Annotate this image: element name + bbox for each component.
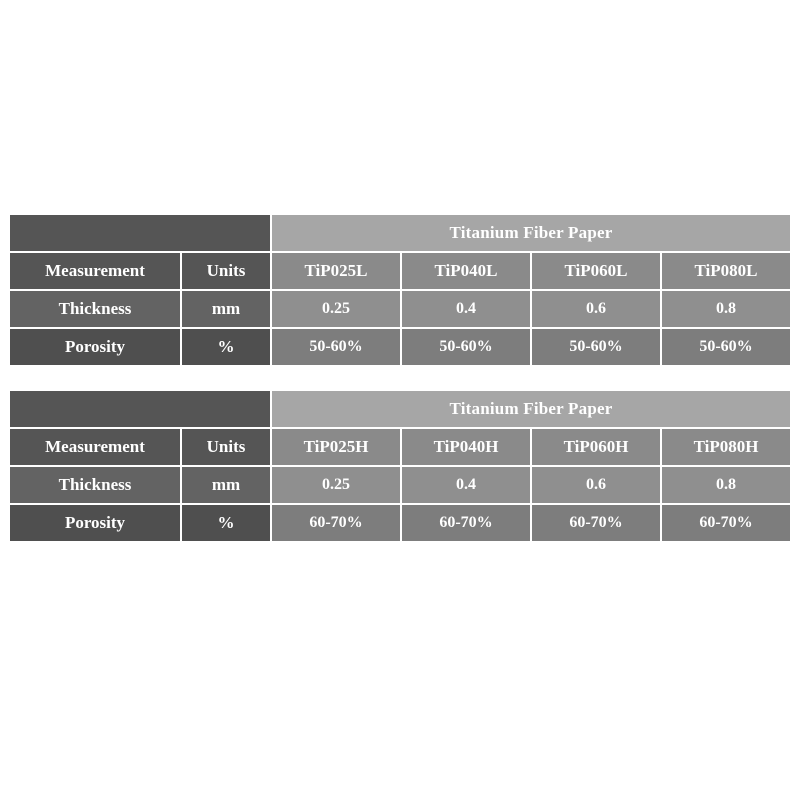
group-header-title: Titanium Fiber Paper (271, 390, 791, 428)
row-label-porosity: Porosity (9, 504, 181, 542)
row-units-thickness: mm (181, 290, 271, 328)
table-row (9, 328, 791, 366)
column-header-model-4: TiP080H (661, 428, 791, 466)
cell-thickness-4: 0.8 (661, 290, 791, 328)
row-label-porosity: Porosity (9, 328, 181, 366)
column-header-units: Units (181, 252, 271, 290)
cell-porosity-1: 50-60% (271, 328, 401, 366)
row-label-thickness: Thickness (9, 290, 181, 328)
table-row (9, 504, 791, 542)
cell-thickness-2: 0.4 (401, 290, 531, 328)
row-units-porosity: % (181, 328, 271, 366)
table-row (9, 466, 791, 504)
cell-porosity-2: 50-60% (401, 328, 531, 366)
table-row (9, 290, 791, 328)
table-row-group-header (9, 214, 791, 252)
cell-thickness-3: 0.6 (531, 466, 661, 504)
column-header-model-1: TiP025H (271, 428, 401, 466)
cell-porosity-3: 60-70% (531, 504, 661, 542)
column-header-model-2: TiP040H (401, 428, 531, 466)
spec-table-low-porosity (8, 213, 792, 367)
cell-porosity-2: 60-70% (401, 504, 531, 542)
column-header-measurement: Measurement (9, 252, 181, 290)
cell-thickness-3: 0.6 (531, 290, 661, 328)
cell-thickness-2: 0.4 (401, 466, 531, 504)
column-header-model-3: TiP060H (531, 428, 661, 466)
column-header-model-3: TiP060L (531, 252, 661, 290)
tables-container (8, 213, 792, 543)
table-row-group-header (9, 390, 791, 428)
group-header-spacer (9, 390, 271, 428)
spec-table-high-porosity (8, 389, 792, 543)
column-header-measurement: Measurement (9, 428, 181, 466)
cell-porosity-4: 60-70% (661, 504, 791, 542)
table-row-column-headers (9, 428, 791, 466)
cell-porosity-3: 50-60% (531, 328, 661, 366)
group-header-spacer (9, 214, 271, 252)
column-header-model-1: TiP025L (271, 252, 401, 290)
row-units-thickness: mm (181, 466, 271, 504)
cell-porosity-4: 50-60% (661, 328, 791, 366)
row-units-porosity: % (181, 504, 271, 542)
group-header-title: Titanium Fiber Paper (271, 214, 791, 252)
cell-thickness-4: 0.8 (661, 466, 791, 504)
table-row-column-headers (9, 252, 791, 290)
cell-thickness-1: 0.25 (271, 466, 401, 504)
row-label-thickness: Thickness (9, 466, 181, 504)
cell-porosity-1: 60-70% (271, 504, 401, 542)
column-header-model-4: TiP080L (661, 252, 791, 290)
cell-thickness-1: 0.25 (271, 290, 401, 328)
column-header-units: Units (181, 428, 271, 466)
column-header-model-2: TiP040L (401, 252, 531, 290)
